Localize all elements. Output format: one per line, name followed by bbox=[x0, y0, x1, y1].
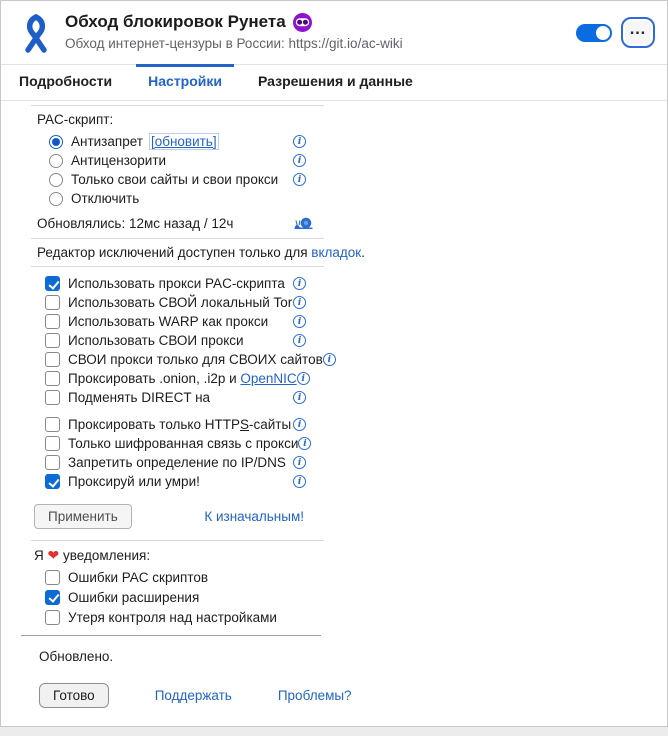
ellipsis-icon: … bbox=[629, 18, 647, 38]
notify-control-loss bbox=[45, 607, 667, 627]
done-button[interactable]: Готово bbox=[39, 683, 109, 708]
label-text: -сайты bbox=[249, 417, 292, 432]
own-sites-label: Только свои сайты и свои прокси bbox=[71, 172, 279, 187]
option-spoof-direct bbox=[45, 388, 324, 407]
header-controls bbox=[576, 17, 655, 48]
notifications-section bbox=[31, 547, 667, 627]
own-sites-radio[interactable] bbox=[49, 173, 63, 187]
info-icon[interactable]: i bbox=[293, 154, 306, 167]
option-block-ip-dns bbox=[45, 453, 324, 472]
option-https-only bbox=[45, 415, 324, 434]
second-option-group bbox=[31, 415, 324, 491]
extension-subtitle: Обход интернет-цензуры в России: https://git.io/ac-wiki bbox=[65, 36, 403, 51]
https-only-checkbox[interactable] bbox=[45, 417, 60, 432]
option-label: Использовать СВОЙ локальный Tor bbox=[68, 295, 293, 310]
reset-defaults-link[interactable]: К изначальным! bbox=[204, 509, 304, 524]
title-text: уведомления: bbox=[59, 548, 151, 563]
tab-details[interactable] bbox=[19, 72, 112, 91]
info-icon[interactable]: i bbox=[293, 391, 306, 404]
info-icon[interactable]: i bbox=[293, 173, 306, 186]
info-icon[interactable]: i bbox=[298, 437, 311, 450]
info-icon[interactable]: i bbox=[293, 456, 306, 469]
settings-content bbox=[1, 105, 667, 708]
option-own-tor bbox=[45, 293, 324, 312]
donate-link[interactable]: Поддержать bbox=[154, 688, 232, 703]
status-message: Обновлено. bbox=[39, 649, 114, 664]
apply-button[interactable]: Применить bbox=[34, 504, 132, 529]
masked-face-emoji-icon bbox=[293, 13, 312, 32]
own-proxies-own-sites-checkbox[interactable] bbox=[45, 352, 60, 367]
option-encrypted-only bbox=[45, 434, 324, 453]
option-label bbox=[68, 371, 297, 386]
antizapret-radio[interactable] bbox=[49, 135, 63, 149]
tabs-link[interactable]: вкладок bbox=[311, 245, 362, 260]
pac-script-legend: PAC-скрипт: bbox=[37, 112, 114, 127]
apply-row bbox=[34, 504, 324, 540]
use-pac-proxies-checkbox[interactable] bbox=[45, 276, 60, 291]
option-label: Использовать СВОИ прокси bbox=[68, 333, 244, 348]
note-period: . bbox=[361, 245, 365, 260]
option-label: Использовать WARP как прокси bbox=[68, 314, 269, 329]
proxy-options-fieldset bbox=[31, 266, 332, 541]
pac-script-fieldset bbox=[31, 105, 324, 239]
disable-radio[interactable] bbox=[49, 192, 63, 206]
extension-errors-checkbox[interactable] bbox=[45, 590, 60, 605]
snail-icon bbox=[293, 215, 314, 231]
footer bbox=[39, 683, 667, 708]
option-proxy-onion bbox=[45, 369, 324, 388]
header-text bbox=[65, 12, 576, 51]
update-pac-link[interactable]: [обновить] bbox=[150, 134, 217, 149]
anticensority-radio[interactable] bbox=[49, 154, 63, 168]
accesskey-letter: S bbox=[240, 417, 250, 432]
problems-link[interactable]: Проблемы? bbox=[277, 688, 352, 703]
pac-updated-row bbox=[37, 215, 324, 238]
label-text: Проксировать .onion, .i2p и bbox=[68, 371, 241, 386]
tab-settings-label: Настройки bbox=[148, 73, 223, 89]
option-use-pac-proxies bbox=[45, 274, 324, 293]
option-own-proxies bbox=[45, 331, 324, 350]
tab-bar bbox=[1, 64, 667, 101]
option-proxy-or-die bbox=[45, 472, 324, 491]
info-icon[interactable]: i bbox=[293, 135, 306, 148]
info-icon[interactable]: i bbox=[323, 353, 336, 366]
pac-option-antizapret bbox=[49, 132, 324, 151]
info-icon[interactable]: i bbox=[293, 296, 306, 309]
note-text: Редактор исключений доступен только для bbox=[37, 245, 312, 260]
tab-permissions-label: Разрешения и данные bbox=[258, 73, 413, 89]
info-icon[interactable]: i bbox=[293, 315, 306, 328]
option-own-proxies-own-sites bbox=[45, 350, 332, 369]
option-label: СВОИ прокси только для СВОИХ сайтов bbox=[68, 352, 323, 367]
heart-icon: ❤ bbox=[47, 547, 60, 563]
option-label: Подменять DIRECT на bbox=[68, 390, 211, 405]
label-text: Проксировать только HTTP bbox=[68, 417, 240, 432]
pac-option-disable bbox=[49, 189, 324, 208]
option-label: Проксируй или умри! bbox=[68, 474, 200, 489]
option-label: Использовать прокси PAC-скрипта bbox=[68, 276, 285, 291]
ribbon-icon bbox=[19, 13, 53, 55]
extension-enable-toggle[interactable] bbox=[576, 24, 612, 42]
own-tor-checkbox[interactable] bbox=[45, 295, 60, 310]
antizapret-label: Антизапрет bbox=[71, 134, 143, 149]
proxy-or-die-checkbox[interactable] bbox=[45, 474, 60, 489]
status-divider bbox=[21, 635, 321, 636]
warp-proxy-checkbox[interactable] bbox=[45, 314, 60, 329]
info-icon[interactable]: i bbox=[297, 372, 310, 385]
option-label: Запретить определение по IP/DNS bbox=[68, 455, 286, 470]
option-warp-proxy bbox=[45, 312, 324, 331]
option-label: Только шифрованная связь с прокси bbox=[68, 436, 299, 451]
anticensority-label: Антицензорити bbox=[71, 153, 167, 168]
option-label: Утеря контроля над настройками bbox=[68, 609, 277, 625]
control-loss-checkbox[interactable] bbox=[45, 610, 60, 625]
pac-option-own-sites bbox=[49, 170, 324, 189]
disable-label: Отключить bbox=[71, 191, 140, 206]
tab-settings[interactable] bbox=[148, 72, 222, 91]
spoof-direct-checkbox[interactable] bbox=[45, 390, 60, 405]
pac-errors-checkbox[interactable] bbox=[45, 570, 60, 585]
title-text: Я bbox=[34, 548, 48, 563]
tab-details-label: Подробности bbox=[19, 73, 113, 89]
option-label: Ошибки PAC скриптов bbox=[68, 569, 209, 585]
option-label bbox=[68, 417, 291, 432]
extension-title: Обход блокировок Рунета bbox=[65, 12, 286, 31]
info-icon[interactable]: i bbox=[293, 277, 306, 290]
opennic-link[interactable]: OpenNIC bbox=[240, 371, 297, 386]
notify-extension-errors bbox=[45, 587, 667, 607]
notifications-title bbox=[34, 547, 667, 564]
header bbox=[1, 1, 667, 64]
proxy-onion-checkbox[interactable] bbox=[45, 371, 60, 386]
more-options-button[interactable] bbox=[621, 17, 655, 48]
pac-updated-text: Обновлялись: 12мс назад / 12ч bbox=[37, 215, 234, 231]
exceptions-editor-note bbox=[37, 245, 667, 260]
notify-pac-errors bbox=[45, 567, 667, 587]
pac-option-anticensority bbox=[49, 151, 324, 170]
block-ip-dns-checkbox[interactable] bbox=[45, 455, 60, 470]
info-icon[interactable]: i bbox=[293, 334, 306, 347]
info-icon[interactable]: i bbox=[293, 475, 306, 488]
encrypted-only-checkbox[interactable] bbox=[45, 436, 60, 451]
info-icon[interactable]: i bbox=[293, 418, 306, 431]
own-proxies-checkbox[interactable] bbox=[45, 333, 60, 348]
tab-permissions[interactable] bbox=[258, 72, 413, 91]
option-label: Ошибки расширения bbox=[68, 589, 200, 605]
